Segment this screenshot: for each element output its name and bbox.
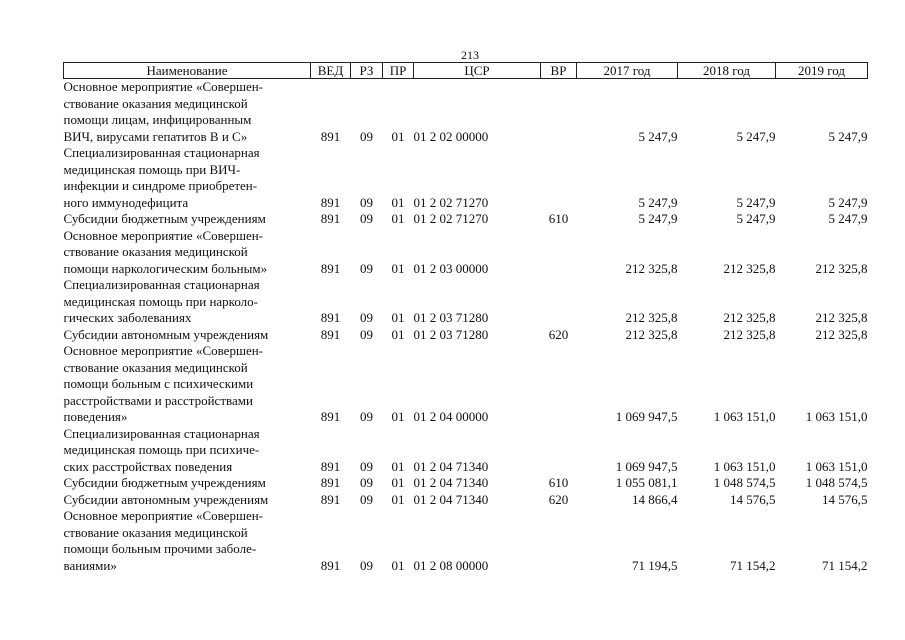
row-name: Специализированная стационарная медицинская помощь при нарколо- гических заболеваниях bbox=[63, 277, 260, 325]
header-ved: ВЕД bbox=[311, 63, 351, 79]
row-value-2018: 5 247,9 bbox=[736, 128, 776, 144]
row-value-2017: 1 055 081,1 bbox=[615, 475, 678, 490]
row-value-2017: 5 247,9 bbox=[638, 128, 678, 144]
row-rz: 09 bbox=[360, 491, 373, 507]
row-value-2018: 71 154,2 bbox=[730, 557, 776, 573]
row-vr bbox=[541, 508, 577, 574]
row-rz: 09 bbox=[360, 194, 373, 210]
row-vr bbox=[541, 426, 577, 476]
row-value-2017: 5 247,9 bbox=[638, 194, 678, 210]
row-csr: 01 2 04 71340 bbox=[413, 475, 489, 490]
row-value-2019: 14 576,5 bbox=[822, 491, 868, 507]
row-value-2017: 212 325,8 bbox=[625, 310, 678, 325]
row-value-2017: 5 247,9 bbox=[638, 211, 678, 226]
row-value-2017: 71 194,5 bbox=[632, 557, 678, 573]
table-row bbox=[64, 475, 868, 492]
row-name: Основное мероприятие «Совершен- ствование оказания медицинской помощи больным с психическими расстройствами и расстройствами поведения» bbox=[63, 343, 264, 424]
row-name: Субсидии автономным учреждениям bbox=[63, 326, 269, 342]
row-value-2018: 1 063 151,0 bbox=[713, 409, 776, 424]
row-pr: 01 bbox=[391, 557, 405, 573]
table-body bbox=[64, 79, 868, 575]
row-value-2018: 14 576,5 bbox=[730, 491, 776, 507]
row-ved: 891 bbox=[320, 557, 341, 573]
row-csr: 01 2 03 71280 bbox=[413, 326, 489, 342]
table-row bbox=[64, 426, 868, 476]
table-row bbox=[64, 228, 868, 278]
table-row bbox=[64, 508, 868, 574]
row-vr bbox=[541, 79, 577, 146]
row-value-2018: 212 325,8 bbox=[723, 260, 776, 276]
row-rz: 09 bbox=[360, 409, 373, 424]
header-name: Наименование bbox=[64, 63, 311, 79]
row-vr: 620 bbox=[548, 491, 569, 507]
row-vr bbox=[541, 277, 577, 327]
row-vr bbox=[541, 145, 577, 211]
row-ved: 891 bbox=[320, 211, 341, 226]
row-name: Субсидии автономным учреждениям bbox=[63, 491, 269, 507]
row-ved: 891 bbox=[320, 128, 341, 144]
row-name: Основное мероприятие «Совершен- ствование оказания медицинской помощи наркологическим больным» bbox=[63, 227, 268, 276]
row-pr: 01 bbox=[391, 475, 405, 490]
row-csr: 01 2 02 71270 bbox=[413, 211, 489, 226]
row-vr: 610 bbox=[548, 475, 569, 490]
row-ved: 891 bbox=[320, 194, 341, 210]
row-pr: 01 bbox=[391, 310, 405, 325]
table-row bbox=[64, 211, 868, 228]
table-row bbox=[64, 79, 868, 146]
table-row bbox=[64, 343, 868, 426]
row-value-2017: 212 325,8 bbox=[625, 260, 678, 276]
row-value-2018: 212 325,8 bbox=[723, 310, 776, 325]
row-value-2019: 212 325,8 bbox=[815, 260, 868, 276]
table-row bbox=[64, 277, 868, 327]
row-rz: 09 bbox=[360, 458, 373, 474]
header-2018: 2018 год bbox=[678, 63, 776, 79]
row-value-2018: 5 247,9 bbox=[736, 211, 776, 226]
row-pr: 01 bbox=[391, 491, 405, 507]
row-value-2019: 5 247,9 bbox=[828, 194, 868, 210]
table-row bbox=[64, 145, 868, 211]
row-name: Специализированная стационарная медицинская помощь при психиче- ских расстройствах поведения bbox=[63, 425, 260, 474]
row-ved: 891 bbox=[320, 260, 341, 276]
row-ved: 891 bbox=[320, 475, 341, 490]
header-csr: ЦСР bbox=[414, 63, 541, 79]
page-number: 213 bbox=[461, 48, 479, 62]
row-name: Субсидии бюджетным учреждениям bbox=[63, 475, 266, 490]
header-2017: 2017 год bbox=[577, 63, 678, 79]
row-value-2017: 1 069 947,5 bbox=[615, 458, 678, 474]
row-vr: 620 bbox=[548, 326, 569, 342]
table-row bbox=[64, 327, 868, 344]
row-pr: 01 bbox=[391, 194, 405, 210]
row-pr: 01 bbox=[391, 409, 405, 424]
row-vr bbox=[541, 343, 577, 426]
row-value-2017: 1 069 947,5 bbox=[615, 409, 678, 424]
row-rz: 09 bbox=[360, 211, 373, 226]
row-pr: 01 bbox=[391, 211, 405, 226]
row-csr: 01 2 02 71270 bbox=[413, 194, 489, 210]
row-ved: 891 bbox=[320, 310, 341, 325]
row-ved: 891 bbox=[320, 326, 341, 342]
row-rz: 09 bbox=[360, 128, 373, 144]
row-rz: 09 bbox=[360, 260, 373, 276]
row-value-2019: 71 154,2 bbox=[822, 557, 868, 573]
header-2019: 2019 год bbox=[776, 63, 868, 79]
budget-table bbox=[63, 62, 868, 574]
row-pr: 01 bbox=[391, 326, 405, 342]
header-vr: ВР bbox=[541, 63, 577, 79]
row-rz: 09 bbox=[360, 326, 373, 342]
row-value-2019: 5 247,9 bbox=[828, 128, 868, 144]
row-value-2019: 1 063 151,0 bbox=[805, 458, 868, 474]
table-header bbox=[64, 63, 868, 79]
row-rz: 09 bbox=[360, 557, 373, 573]
row-name: Субсидии бюджетным учреждениям bbox=[63, 211, 266, 226]
row-rz: 09 bbox=[360, 475, 373, 490]
row-ved: 891 bbox=[320, 458, 341, 474]
row-csr: 01 2 03 71280 bbox=[413, 310, 489, 325]
row-pr: 01 bbox=[391, 260, 405, 276]
row-value-2018: 1 048 574,5 bbox=[713, 475, 776, 490]
row-ved: 891 bbox=[320, 409, 341, 424]
row-value-2018: 5 247,9 bbox=[736, 194, 776, 210]
row-csr: 01 2 04 00000 bbox=[413, 409, 489, 424]
row-csr: 01 2 03 00000 bbox=[413, 260, 489, 276]
header-pr: ПР bbox=[383, 63, 414, 79]
row-value-2017: 14 866,4 bbox=[632, 491, 678, 507]
row-name: Основное мероприятие «Совершен- ствование оказания медицинской помощи больным прочими заболе- ваниями» bbox=[63, 508, 264, 573]
row-pr: 01 bbox=[391, 128, 405, 144]
row-name: Основное мероприятие «Совершен- ствование оказания медицинской помощи лицам, инфицированным ВИЧ, вирусами гепатитов В и С» bbox=[63, 79, 264, 144]
row-value-2019: 212 325,8 bbox=[815, 310, 868, 325]
row-csr: 01 2 02 00000 bbox=[413, 128, 489, 144]
row-csr: 01 2 04 71340 bbox=[413, 458, 489, 474]
header-rz: РЗ bbox=[351, 63, 383, 79]
row-rz: 09 bbox=[360, 310, 373, 325]
row-value-2019: 5 247,9 bbox=[828, 211, 868, 226]
row-ved: 891 bbox=[320, 491, 341, 507]
row-csr: 01 2 04 71340 bbox=[413, 491, 489, 507]
row-pr: 01 bbox=[391, 458, 405, 474]
row-csr: 01 2 08 00000 bbox=[413, 557, 489, 573]
row-value-2018: 1 063 151,0 bbox=[713, 458, 776, 474]
row-value-2019: 1 063 151,0 bbox=[805, 409, 868, 424]
row-name: Специализированная стационарная медицинская помощь при ВИЧ- инфекции и синдроме приобретен- ного иммунодефицита bbox=[63, 145, 260, 210]
row-vr bbox=[541, 228, 577, 278]
row-value-2019: 212 325,8 bbox=[815, 326, 868, 342]
row-value-2019: 1 048 574,5 bbox=[805, 475, 868, 490]
row-value-2018: 212 325,8 bbox=[723, 326, 776, 342]
table-row bbox=[64, 492, 868, 509]
row-value-2017: 212 325,8 bbox=[625, 326, 678, 342]
row-vr: 610 bbox=[548, 211, 569, 226]
